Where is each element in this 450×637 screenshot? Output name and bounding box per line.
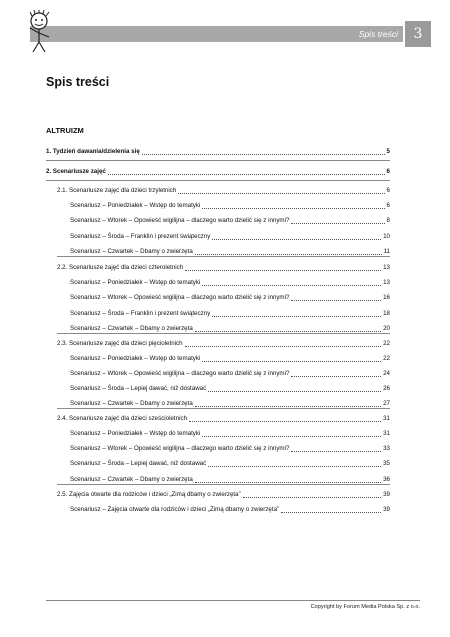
toc-entry[interactable]	[70, 385, 390, 393]
toc-divider	[57, 484, 390, 485]
toc-entry[interactable]	[70, 460, 390, 468]
toc-entry[interactable]	[70, 476, 390, 484]
toc-entry-label: Scenariusz – Środa – Lepiej dawać, niż dostawać	[70, 385, 207, 392]
toc-leader-dots	[195, 481, 381, 483]
toc-entry-label: Scenariusz – Wtorek – Opowieść wigilijna – dlaczego warto dzielić się z innymi?	[70, 294, 290, 301]
toc-entry[interactable]	[57, 264, 390, 272]
toc-leader-dots	[291, 375, 381, 377]
toc-leader-dots	[208, 390, 381, 392]
toc-leader-dots	[202, 207, 384, 209]
toc-entry-page: 13	[383, 264, 390, 271]
toc-entry-page: 31	[383, 415, 390, 422]
toc-leader-dots	[202, 284, 381, 286]
toc-leader-dots	[108, 173, 385, 175]
toc-divider	[46, 160, 390, 161]
toc-entry-page: 31	[383, 430, 390, 437]
toc-entry[interactable]	[70, 506, 390, 514]
toc-leader-dots	[178, 192, 384, 194]
toc-entry[interactable]	[70, 400, 390, 408]
toc-entry-page: 6	[386, 202, 390, 209]
toc-entry-label: Scenariusz – Zajęcia otwarte dla rodziców i dzieci „Zimą dbamy o zwierzęta”	[70, 506, 280, 513]
toc-entry-page: 20	[383, 325, 390, 332]
toc-entry-label: Scenariusz – Czwartek – Dbamy o zwierzęta	[70, 476, 193, 483]
toc-entry-page: 8	[386, 217, 390, 224]
toc-entry[interactable]	[70, 217, 390, 225]
toc-entry-page: 39	[383, 506, 390, 513]
toc-leader-dots	[291, 299, 381, 301]
toc-entry-page: 36	[383, 476, 390, 483]
toc-divider	[57, 256, 390, 257]
toc-entry-label: 2. Scenariusze zajęć	[46, 168, 106, 175]
toc-entry-label: 2.5. Zajęcia otwarte dla rodziców i dzieci „Zimą dbamy o zwierzęta”	[57, 491, 241, 498]
toc-entry-label: 2.4. Scenariusze zajęć dla dzieci sześcioletnich	[57, 415, 188, 422]
toc-entry-label: Scenariusz – Poniedziałek – Wstęp do tematyki	[70, 355, 201, 362]
toc-entry-label: Scenariusz – Czwartek – Dbamy o zwierzęta	[70, 248, 193, 255]
toc-entry-label: Scenariusz – Środa – Franklin i prezent świąteczny	[70, 310, 211, 317]
toc-entry-label: Scenariusz – Wtorek – Opowieść wigilijna – dlaczego warto dzielić się z innymi?	[70, 370, 290, 377]
page-title: Spis treści	[46, 75, 110, 89]
toc-leader-dots	[202, 435, 381, 437]
toc-entry[interactable]	[70, 430, 390, 438]
toc-entry-page: 6	[386, 168, 390, 175]
toc-entry-page: 5	[386, 148, 390, 155]
toc-entry-label: Scenariusz – Czwartek – Dbamy o zwierzęta	[70, 325, 193, 332]
toc-leader-dots	[142, 153, 385, 155]
toc-entry-page: 11	[383, 248, 390, 255]
toc-entry-label: 2.2. Scenariusze zajęć dla dzieci czteroletnich	[57, 264, 184, 271]
toc-entry-page: 27	[383, 400, 390, 407]
toc-leader-dots	[291, 222, 384, 224]
page-number: 3	[405, 21, 431, 47]
toc-entry[interactable]	[70, 248, 390, 256]
toc-entry[interactable]	[46, 148, 390, 156]
toc-entry[interactable]	[46, 168, 390, 176]
toc-divider	[46, 180, 390, 181]
toc-leader-dots	[195, 253, 382, 255]
toc-entry-label: Scenariusz – Poniedziałek – Wstęp do tematyki	[70, 279, 201, 286]
toc-entry-page: 39	[383, 491, 390, 498]
toc-entry-page: 18	[383, 310, 390, 317]
toc-leader-dots	[202, 360, 381, 362]
toc-entry-label: 2.1. Scenariusze zajęć dla dzieci trzyletnich	[57, 187, 177, 194]
toc-entry[interactable]	[57, 187, 390, 195]
toc-entry[interactable]	[70, 279, 390, 287]
toc-leader-dots	[195, 405, 381, 407]
toc-divider	[57, 333, 390, 334]
toc-entry-label: Scenariusz – Poniedziałek – Wstęp do tematyki	[70, 202, 201, 209]
toc-entry-label: Scenariusz – Wtorek – Opowieść wigilijna – dlaczego warto dzielić się z innymi?	[70, 445, 290, 452]
toc-entry-page: 33	[383, 445, 390, 452]
toc-leader-dots	[212, 315, 381, 317]
toc-entry-page: 35	[383, 460, 390, 467]
toc-entry[interactable]	[57, 340, 390, 348]
toc-entry-page: 6	[386, 187, 390, 194]
toc-entry[interactable]	[70, 445, 390, 453]
toc-leader-dots	[208, 465, 381, 467]
toc-entry[interactable]	[70, 310, 390, 318]
toc-entry-label: 1. Tydzień dawania/dzielenia się	[46, 148, 140, 155]
running-title: Spis treści	[358, 29, 398, 39]
toc-leader-dots	[212, 238, 381, 240]
toc-entry-page: 26	[383, 385, 390, 392]
toc-leader-dots	[185, 345, 382, 347]
toc-entry[interactable]	[70, 325, 390, 333]
toc-entry-page: 22	[383, 355, 390, 362]
toc-entry-label: Scenariusz – Czwartek – Dbamy o zwierzęta	[70, 400, 193, 407]
toc-leader-dots	[195, 330, 381, 332]
toc-leader-dots	[291, 450, 381, 452]
toc-entry[interactable]	[70, 294, 390, 302]
toc-entry[interactable]	[70, 202, 390, 210]
toc-entry-label: Scenariusz – Środa – Franklin i prezent świąteczny	[70, 233, 211, 240]
toc-divider	[57, 408, 390, 409]
toc-entry-label: Scenariusz – Wtorek – Opowieść wigilijna – dlaczego warto dzielić się z innymi?	[70, 217, 290, 224]
toc-leader-dots	[189, 420, 381, 422]
toc-entry[interactable]	[57, 415, 390, 423]
toc-leader-dots	[185, 269, 381, 271]
toc-entry-page: 13	[383, 279, 390, 286]
toc-entry[interactable]	[57, 491, 390, 499]
toc-entry-page: 22	[383, 340, 390, 347]
toc-entry[interactable]	[70, 233, 390, 241]
toc-entry[interactable]	[70, 370, 390, 378]
toc-leader-dots	[243, 496, 381, 498]
toc-entry-page: 10	[383, 233, 390, 240]
toc-entry-label: Scenariusz – Poniedziałek – Wstęp do tematyki	[70, 430, 201, 437]
toc-entry[interactable]	[70, 355, 390, 363]
toc-entry-page: 16	[383, 294, 390, 301]
toc-entry-label: Scenariusz – Środa – Lepiej dawać, niż dostawać	[70, 460, 207, 467]
footer-divider	[46, 600, 420, 601]
toc-entry-label: 2.3. Scenariusze zajęć dla dzieci pięcioletnich	[57, 340, 183, 347]
toc-leader-dots	[281, 511, 381, 513]
section-heading: ALTRUIZM	[46, 126, 84, 135]
footer-copyright: Copyright by Forum Media Polska Sp. z o.o.	[310, 604, 420, 610]
toc-entry-page: 24	[383, 370, 390, 377]
